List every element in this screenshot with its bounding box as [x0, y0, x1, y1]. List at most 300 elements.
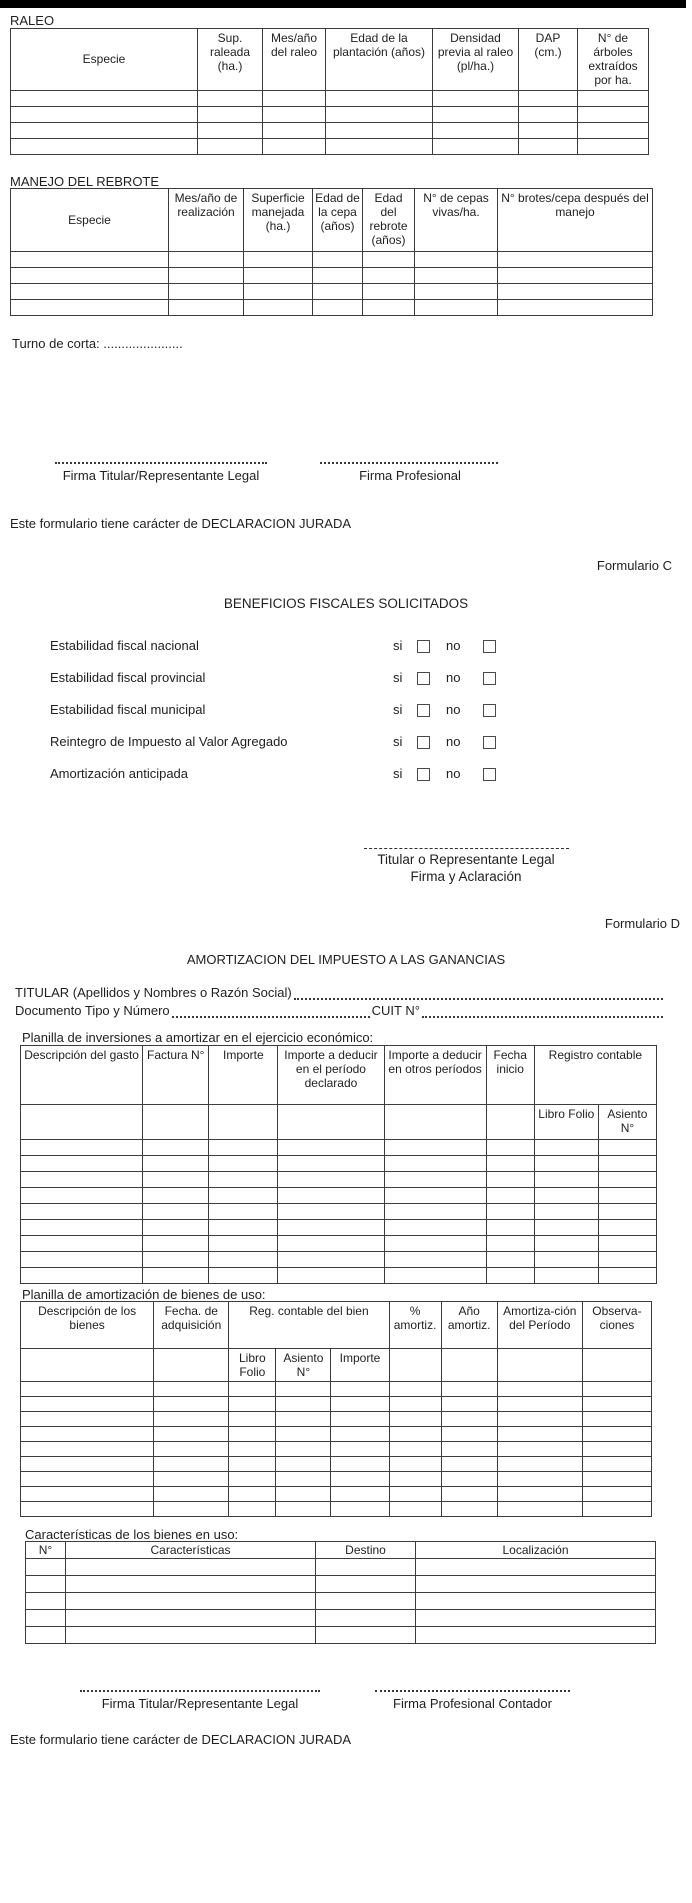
empty-cell[interactable] [331, 1487, 389, 1502]
no-checkbox[interactable] [483, 736, 496, 749]
empty-cell[interactable] [582, 1427, 651, 1442]
scan-top-black-bar [0, 0, 686, 8]
empty-cell[interactable] [154, 1382, 229, 1397]
empty-cell[interactable] [229, 1487, 276, 1502]
empty-cell[interactable] [21, 1140, 143, 1156]
empty-cell[interactable] [26, 1593, 66, 1610]
no-label: no [446, 734, 461, 749]
empty-cell[interactable] [384, 1252, 486, 1268]
empty-cell[interactable] [389, 1442, 441, 1457]
empty-cell[interactable] [598, 1172, 656, 1188]
empty-cell[interactable] [143, 1204, 209, 1220]
empty-cell[interactable] [331, 1442, 389, 1457]
empty-cell[interactable] [276, 1412, 331, 1427]
empty-cell[interactable] [384, 1188, 486, 1204]
empty-cell[interactable] [316, 1627, 416, 1644]
empty-cell[interactable] [486, 1156, 534, 1172]
empty-cell[interactable] [534, 1236, 598, 1252]
empty-cell[interactable] [263, 122, 326, 138]
subcolumn-header-libro-folio: Libro Folio [229, 1349, 276, 1382]
empty-cell[interactable] [198, 106, 263, 122]
empty-cell[interactable] [11, 268, 169, 284]
no-checkbox[interactable] [483, 704, 496, 717]
empty-cell[interactable] [498, 300, 653, 316]
empty-cell[interactable] [519, 90, 578, 106]
empty-cell[interactable] [21, 1382, 154, 1397]
empty-cell[interactable] [316, 1593, 416, 1610]
empty-cell [389, 1349, 441, 1382]
empty-cell[interactable] [21, 1252, 143, 1268]
empty-cell[interactable] [363, 252, 415, 268]
empty-cell[interactable] [209, 1220, 278, 1236]
table-row [21, 1502, 652, 1517]
empty-cell[interactable] [276, 1457, 331, 1472]
table-row [26, 1627, 656, 1644]
column-header-localizacion: Localización [416, 1542, 656, 1559]
yes-label: si [393, 734, 403, 749]
empty-cell[interactable] [154, 1457, 229, 1472]
empty-cell[interactable] [169, 252, 244, 268]
empty-cell[interactable] [66, 1610, 316, 1627]
empty-cell[interactable] [143, 1140, 209, 1156]
empty-cell[interactable] [21, 1220, 143, 1236]
empty-cell[interactable] [229, 1502, 276, 1517]
empty-cell[interactable] [389, 1457, 441, 1472]
empty-cell[interactable] [263, 138, 326, 154]
empty-cell[interactable] [316, 1610, 416, 1627]
empty-cell[interactable] [143, 1252, 209, 1268]
empty-cell[interactable] [433, 106, 519, 122]
empty-cell[interactable] [433, 90, 519, 106]
empty-cell[interactable] [21, 1502, 154, 1517]
empty-cell[interactable] [486, 1220, 534, 1236]
empty-cell[interactable] [313, 300, 363, 316]
empty-cell[interactable] [389, 1487, 441, 1502]
benefit-label: Reintegro de Impuesto al Valor Agregado [50, 734, 288, 749]
empty-cell[interactable] [497, 1382, 582, 1397]
signature-line-profesional[interactable] [320, 462, 498, 464]
empty-cell[interactable] [11, 300, 169, 316]
empty-cell[interactable] [389, 1427, 441, 1442]
empty-cell[interactable] [415, 300, 498, 316]
empty-cell[interactable] [143, 1220, 209, 1236]
empty-cell[interactable] [244, 252, 313, 268]
empty-cell[interactable] [278, 1220, 384, 1236]
empty-cell[interactable] [278, 1172, 384, 1188]
empty-cell[interactable] [534, 1140, 598, 1156]
empty-cell[interactable] [416, 1559, 656, 1576]
empty-cell[interactable] [278, 1140, 384, 1156]
empty-cell[interactable] [389, 1397, 441, 1412]
cuit-input-line[interactable] [422, 1003, 663, 1018]
empty-cell[interactable] [598, 1140, 656, 1156]
formulario-d-tag: Formulario D [604, 916, 680, 931]
empty-cell[interactable] [331, 1382, 389, 1397]
empty-cell[interactable] [21, 1268, 143, 1284]
empty-cell[interactable] [209, 1204, 278, 1220]
empty-cell[interactable] [316, 1559, 416, 1576]
empty-cell [209, 1105, 278, 1140]
empty-cell[interactable] [209, 1252, 278, 1268]
empty-cell[interactable] [534, 1204, 598, 1220]
empty-cell[interactable] [11, 90, 198, 106]
empty-cell[interactable] [582, 1397, 651, 1412]
table-row [21, 1188, 657, 1204]
benefit-label: Estabilidad fiscal provincial [50, 670, 206, 685]
empty-cell[interactable] [486, 1252, 534, 1268]
empty-cell[interactable] [143, 1236, 209, 1252]
cuit-label: CUIT N° [371, 1003, 420, 1018]
column-header-ano-amortiz: Año amortiz. [441, 1302, 497, 1349]
table-row [11, 106, 649, 122]
empty-cell[interactable] [433, 122, 519, 138]
benefit-row-reintegro-iva [0, 734, 692, 754]
caracteristicas-table [25, 1541, 656, 1644]
benefit-row-estabilidad-provincial [0, 670, 692, 690]
empty-cell[interactable] [534, 1268, 598, 1284]
empty-cell[interactable] [313, 268, 363, 284]
empty-cell[interactable] [441, 1427, 497, 1442]
empty-cell[interactable] [263, 106, 326, 122]
empty-cell[interactable] [331, 1397, 389, 1412]
inversiones-header-row [21, 1046, 657, 1105]
column-header-sup-raleada: Sup. raleada (ha.) [198, 29, 263, 91]
empty-cell[interactable] [441, 1412, 497, 1427]
empty-cell[interactable] [441, 1382, 497, 1397]
empty-cell[interactable] [154, 1397, 229, 1412]
empty-cell[interactable] [497, 1427, 582, 1442]
raleo-header-row [11, 29, 649, 91]
benefit-label: Estabilidad fiscal nacional [50, 638, 199, 653]
signature-subtitle: Firma y Aclaración [410, 868, 522, 884]
bienes-table [20, 1301, 652, 1517]
empty-cell[interactable] [441, 1397, 497, 1412]
empty-cell[interactable] [441, 1472, 497, 1487]
empty-cell[interactable] [276, 1427, 331, 1442]
empty-cell[interactable] [263, 90, 326, 106]
empty-cell[interactable] [363, 300, 415, 316]
empty-cell[interactable] [278, 1204, 384, 1220]
empty-cell[interactable] [331, 1472, 389, 1487]
empty-cell[interactable] [66, 1627, 316, 1644]
empty-cell[interactable] [244, 268, 313, 284]
empty-cell[interactable] [486, 1140, 534, 1156]
empty-cell[interactable] [534, 1220, 598, 1236]
empty-cell[interactable] [278, 1268, 384, 1284]
empty-cell[interactable] [598, 1156, 656, 1172]
column-header-cepas-vivas: N° de cepas vivas/ha. [415, 189, 498, 252]
empty-cell[interactable] [278, 1252, 384, 1268]
empty-cell[interactable] [278, 1188, 384, 1204]
empty-cell[interactable] [154, 1442, 229, 1457]
empty-cell[interactable] [26, 1576, 66, 1593]
empty-cell[interactable] [498, 268, 653, 284]
yes-checkbox[interactable] [417, 704, 430, 717]
empty-cell[interactable] [209, 1188, 278, 1204]
empty-cell[interactable] [486, 1268, 534, 1284]
empty-cell[interactable] [26, 1610, 66, 1627]
empty-cell[interactable] [486, 1172, 534, 1188]
yes-checkbox[interactable] [417, 672, 430, 685]
empty-cell[interactable] [229, 1442, 276, 1457]
empty-cell[interactable] [519, 122, 578, 138]
column-header-densidad-previa: Densidad previa al raleo (pl/ha.) [433, 29, 519, 91]
empty-cell[interactable] [534, 1156, 598, 1172]
raleo-table [10, 28, 649, 155]
empty-cell[interactable] [169, 284, 244, 300]
empty-cell[interactable] [229, 1472, 276, 1487]
empty-cell[interactable] [582, 1457, 651, 1472]
caracteristicas-table-title: Características de los bienes en uso: [25, 1527, 239, 1542]
empty-cell[interactable] [497, 1457, 582, 1472]
empty-cell[interactable] [229, 1397, 276, 1412]
empty-cell[interactable] [534, 1172, 598, 1188]
declaration-statement: Este formulario tiene carácter de DECLARACION JURADA [10, 1732, 352, 1747]
column-header-factura: Factura N° [143, 1046, 209, 1105]
empty-cell[interactable] [229, 1412, 276, 1427]
empty-cell[interactable] [519, 138, 578, 154]
no-checkbox[interactable] [483, 640, 496, 653]
empty-cell[interactable] [244, 300, 313, 316]
empty-cell[interactable] [154, 1487, 229, 1502]
empty-cell[interactable] [384, 1204, 486, 1220]
empty-cell[interactable] [582, 1382, 651, 1397]
empty-cell[interactable] [582, 1442, 651, 1457]
benefit-row-estabilidad-nacional [0, 638, 692, 658]
empty-cell[interactable] [389, 1472, 441, 1487]
empty-cell[interactable] [316, 1576, 416, 1593]
empty-cell[interactable] [21, 1156, 143, 1172]
empty-cell[interactable] [578, 138, 649, 154]
empty-cell[interactable] [519, 106, 578, 122]
empty-cell[interactable] [534, 1188, 598, 1204]
empty-cell[interactable] [441, 1502, 497, 1517]
empty-cell[interactable] [326, 90, 433, 106]
empty-cell[interactable] [582, 1502, 651, 1517]
empty-cell[interactable] [578, 122, 649, 138]
bienes-subheader-row [21, 1349, 652, 1382]
empty-cell[interactable] [486, 1236, 534, 1252]
table-row [21, 1172, 657, 1188]
empty-cell[interactable] [384, 1236, 486, 1252]
table-row [26, 1593, 656, 1610]
empty-cell[interactable] [209, 1172, 278, 1188]
empty-cell [143, 1105, 209, 1140]
empty-cell[interactable] [384, 1220, 486, 1236]
empty-cell[interactable] [441, 1487, 497, 1502]
empty-cell[interactable] [313, 284, 363, 300]
empty-cell[interactable] [441, 1442, 497, 1457]
bienes-header-row [21, 1302, 652, 1349]
empty-cell[interactable] [497, 1397, 582, 1412]
empty-cell[interactable] [21, 1172, 143, 1188]
table-row [21, 1236, 657, 1252]
empty-cell[interactable] [11, 106, 198, 122]
empty-cell[interactable] [169, 300, 244, 316]
empty-cell[interactable] [66, 1593, 316, 1610]
empty-cell[interactable] [229, 1382, 276, 1397]
documento-input-line[interactable] [172, 1003, 370, 1018]
empty-cell[interactable] [497, 1412, 582, 1427]
empty-cell[interactable] [598, 1268, 656, 1284]
empty-cell[interactable] [598, 1220, 656, 1236]
empty-cell[interactable] [278, 1236, 384, 1252]
empty-cell[interactable] [598, 1188, 656, 1204]
empty-cell[interactable] [416, 1576, 656, 1593]
column-header-especie: Especie [11, 189, 169, 252]
signature-line-titular-aclaracion[interactable] [364, 848, 569, 849]
empty-cell[interactable] [154, 1427, 229, 1442]
empty-cell[interactable] [21, 1457, 154, 1472]
empty-cell[interactable] [66, 1559, 316, 1576]
empty-cell[interactable] [384, 1156, 486, 1172]
table-row [21, 1268, 657, 1284]
empty-cell[interactable] [498, 252, 653, 268]
yes-checkbox[interactable] [417, 736, 430, 749]
table-row [11, 284, 653, 300]
empty-cell[interactable] [276, 1502, 331, 1517]
empty-cell[interactable] [415, 252, 498, 268]
empty-cell[interactable] [26, 1627, 66, 1644]
empty-cell[interactable] [331, 1457, 389, 1472]
yes-checkbox[interactable] [417, 640, 430, 653]
empty-cell[interactable] [389, 1502, 441, 1517]
documento-label: Documento Tipo y Número [15, 1003, 170, 1018]
empty-cell[interactable] [198, 90, 263, 106]
empty-cell[interactable] [66, 1576, 316, 1593]
empty-cell[interactable] [363, 284, 415, 300]
empty-cell[interactable] [209, 1268, 278, 1284]
empty-cell[interactable] [582, 1472, 651, 1487]
titular-input-line[interactable] [294, 985, 663, 1000]
empty-cell[interactable] [21, 1427, 154, 1442]
bienes-table-title: Planilla de amortización de bienes de uso: [22, 1287, 266, 1302]
empty-cell [582, 1349, 651, 1382]
empty-cell[interactable] [198, 122, 263, 138]
no-checkbox[interactable] [483, 768, 496, 781]
empty-cell[interactable] [497, 1472, 582, 1487]
empty-cell[interactable] [598, 1236, 656, 1252]
empty-cell[interactable] [389, 1412, 441, 1427]
empty-cell[interactable] [21, 1412, 154, 1427]
empty-cell[interactable] [244, 284, 313, 300]
empty-cell[interactable] [582, 1412, 651, 1427]
empty-cell[interactable] [363, 268, 415, 284]
empty-cell[interactable] [441, 1457, 497, 1472]
turno-de-corta-field[interactable]: Turno de corta: ...................... [12, 336, 183, 351]
yes-checkbox[interactable] [417, 768, 430, 781]
empty-cell[interactable] [143, 1268, 209, 1284]
empty-cell[interactable] [209, 1156, 278, 1172]
declaration-statement: Este formulario tiene carácter de DECLARACION JURADA [10, 516, 352, 531]
empty-cell[interactable] [229, 1457, 276, 1472]
empty-cell[interactable] [143, 1188, 209, 1204]
empty-cell[interactable] [154, 1502, 229, 1517]
empty-cell[interactable] [582, 1487, 651, 1502]
empty-cell[interactable] [21, 1204, 143, 1220]
empty-cell[interactable] [415, 268, 498, 284]
signature-line-titular[interactable] [55, 462, 267, 464]
empty-cell[interactable] [154, 1412, 229, 1427]
empty-cell[interactable] [578, 106, 649, 122]
empty-cell[interactable] [326, 106, 433, 122]
empty-cell[interactable] [497, 1442, 582, 1457]
empty-cell[interactable] [415, 284, 498, 300]
empty-cell[interactable] [497, 1487, 582, 1502]
empty-cell[interactable] [578, 90, 649, 106]
empty-cell[interactable] [598, 1252, 656, 1268]
signature-line-contador[interactable] [375, 1690, 570, 1692]
empty-cell[interactable] [276, 1442, 331, 1457]
empty-cell[interactable] [416, 1610, 656, 1627]
benefit-row-estabilidad-municipal [0, 702, 692, 722]
empty-cell[interactable] [11, 284, 169, 300]
empty-cell[interactable] [486, 1188, 534, 1204]
empty-cell[interactable] [26, 1559, 66, 1576]
table-row [21, 1397, 652, 1412]
manejo-header-row [11, 189, 653, 252]
signature-line-titular[interactable] [80, 1690, 320, 1692]
empty-cell[interactable] [498, 284, 653, 300]
empty-cell[interactable] [326, 122, 433, 138]
subcolumn-header-libro-folio: Libro Folio [534, 1105, 598, 1140]
empty-cell[interactable] [21, 1442, 154, 1457]
empty-cell[interactable] [416, 1593, 656, 1610]
empty-cell[interactable] [276, 1397, 331, 1412]
empty-cell[interactable] [534, 1252, 598, 1268]
empty-cell[interactable] [169, 268, 244, 284]
empty-cell[interactable] [433, 138, 519, 154]
empty-cell[interactable] [326, 138, 433, 154]
no-checkbox[interactable] [483, 672, 496, 685]
empty-cell[interactable] [198, 138, 263, 154]
subcolumn-header-importe: Importe [331, 1349, 389, 1382]
empty-cell[interactable] [229, 1427, 276, 1442]
empty-cell[interactable] [11, 138, 198, 154]
empty-cell[interactable] [598, 1204, 656, 1220]
empty-cell[interactable] [209, 1140, 278, 1156]
empty-cell[interactable] [313, 252, 363, 268]
empty-cell[interactable] [331, 1502, 389, 1517]
empty-cell[interactable] [276, 1487, 331, 1502]
no-label: no [446, 766, 461, 781]
empty-cell[interactable] [21, 1236, 143, 1252]
empty-cell[interactable] [154, 1472, 229, 1487]
empty-cell[interactable] [21, 1472, 154, 1487]
empty-cell[interactable] [384, 1268, 486, 1284]
empty-cell[interactable] [143, 1156, 209, 1172]
empty-cell[interactable] [143, 1172, 209, 1188]
empty-cell[interactable] [276, 1472, 331, 1487]
empty-cell[interactable] [21, 1397, 154, 1412]
empty-cell[interactable] [21, 1188, 143, 1204]
empty-cell[interactable] [11, 252, 169, 268]
empty-cell[interactable] [209, 1236, 278, 1252]
empty-cell[interactable] [497, 1502, 582, 1517]
empty-cell[interactable] [11, 122, 198, 138]
empty-cell[interactable] [384, 1172, 486, 1188]
empty-cell[interactable] [384, 1140, 486, 1156]
empty-cell[interactable] [416, 1627, 656, 1644]
empty-cell[interactable] [21, 1487, 154, 1502]
empty-cell[interactable] [331, 1412, 389, 1427]
empty-cell[interactable] [331, 1427, 389, 1442]
form-c-signature-block [355, 848, 577, 886]
empty-cell[interactable] [389, 1382, 441, 1397]
empty-cell[interactable] [486, 1204, 534, 1220]
empty-cell[interactable] [276, 1382, 331, 1397]
empty-cell[interactable] [278, 1156, 384, 1172]
